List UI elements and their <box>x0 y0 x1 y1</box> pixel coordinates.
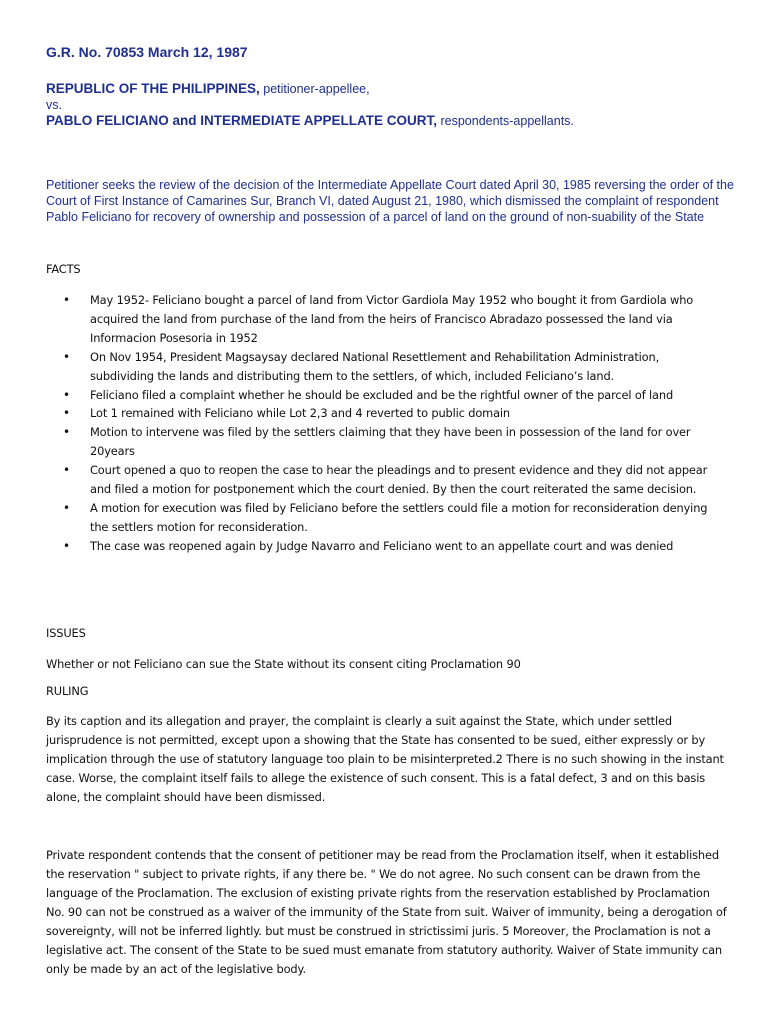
bullet-icon: • <box>63 293 70 307</box>
case-parties <box>46 81 736 129</box>
fact-text: The case was reopened again by Judge Navarro and Feliciano went to an appellate court and was denied <box>90 538 674 553</box>
list-item <box>46 386 726 405</box>
fact-text: A motion for execution was filed by Feliciano before the settlers could file a motion for reconsideration denying the settlers motion for reconsideration. <box>90 500 708 534</box>
case-summary: Petitioner seeks the review of the decision of the Intermediate Appellate Court dated April 30, 1985 reversing the order of the Court of First Instance of Camarines Sur, Branch VI, dated August 21, 1980, which dismissed the complaint of respondent Pablo Feliciano for recovery of ownership and possession of a parcel of land on the ground of non-suability of the State <box>46 178 734 224</box>
list-item <box>46 291 726 348</box>
list-item <box>46 537 726 556</box>
list-item <box>46 404 726 423</box>
respondent-line <box>46 113 736 129</box>
issues-text: Whether or not Feliciano can sue the State without its consent citing Proclamation 90 <box>46 657 521 671</box>
fact-text: May 1952- Feliciano bought a parcel of land from Victor Gardiola May 1952 who bought it from Gardiola who acquired the land from purchase of the land from the heirs of Francisco Abradazo possessed the land via Informacion Posesoria in 1952 <box>90 293 694 345</box>
bullet-icon: • <box>63 387 70 402</box>
respondent-role: respondents-appellants. <box>437 114 574 128</box>
bullet-icon: • <box>63 406 70 421</box>
facts-heading: FACTS <box>46 262 81 276</box>
versus-label: vs. <box>46 98 62 112</box>
bullet-icon: • <box>63 500 70 515</box>
petitioner-role: petitioner-appellee, <box>259 82 370 96</box>
fact-text: Feliciano filed a complaint whether he should be excluded and be the rightful owner of the parcel of land <box>90 387 674 402</box>
issues-heading: ISSUES <box>46 626 86 640</box>
fact-text: On Nov 1954, President Magsaysay declared National Resettlement and Rehabilitation Administration, subdividing the lands and distributing them to the settlers, of which, included Feliciano’s land. <box>90 349 660 383</box>
ruling-paragraph: Private respondent contends that the consent of petitioner may be read from the Proclamation itself, when it established the reservation " subject to private rights, if any there be. " We do not agree. No such consent can be drawn from the language of the Proclamation. The exclusion of existing private rights from the reservation established by Proclamation No. 90 can not be construed as a waiver of the immunity of the State from suit. Waiver of immunity, being a derogation of sovereignty, will not be inferred lightly. but must be construed in strictissimi juris. 5 Moreover, the Proclamation is not a legislative act. The consent of the State to be sued must emanate from statutory authority. Waiver of State immunity can only be made by an act of the legislative body. <box>46 848 727 976</box>
list-item <box>46 461 726 499</box>
list-item <box>46 499 726 537</box>
bullet-icon: • <box>63 425 70 440</box>
petitioner-name: REPUBLIC OF THE PHILIPPINES, <box>46 81 260 96</box>
bullet-icon: • <box>63 349 70 364</box>
list-item <box>46 348 726 386</box>
ruling-paragraph: By its caption and its allegation and prayer, the complaint is clearly a suit against the State, which under settled jurisprudence is not permitted, except upon a showing that the State has consented to be sued, either expressly or by implication through the use of statutory language too plain to be misinterpreted.2 There is no such showing in the instant case. Worse, the complaint itself fails to allege the existence of such consent. This is a fatal defect, 3 and on this basis alone, the complaint should have been dismissed. <box>46 714 724 804</box>
list-item <box>46 423 726 461</box>
fact-text: Court opened a quo to reopen the case to hear the pleadings and to present evidence and they did not appear and filed a motion for postponement which the court denied. By then the court reiterated the same decision. <box>90 463 708 497</box>
bullet-icon: • <box>63 538 70 553</box>
fact-text: Lot 1 remained with Feliciano while Lot 2,3 and 4 reverted to public domain <box>90 406 511 421</box>
case-number: G.R. No. 70853 March 12, 1987 <box>46 44 248 60</box>
petitioner-line <box>46 81 736 97</box>
bullet-icon: • <box>63 463 70 478</box>
ruling-heading: RULING <box>46 684 89 698</box>
fact-text: Motion to intervene was filed by the settlers claiming that they have been in possession of the land for over 20years <box>90 425 691 459</box>
facts-list <box>46 291 726 556</box>
respondent-name: PABLO FELICIANO and INTERMEDIATE APPELLATE COURT, <box>46 113 437 128</box>
